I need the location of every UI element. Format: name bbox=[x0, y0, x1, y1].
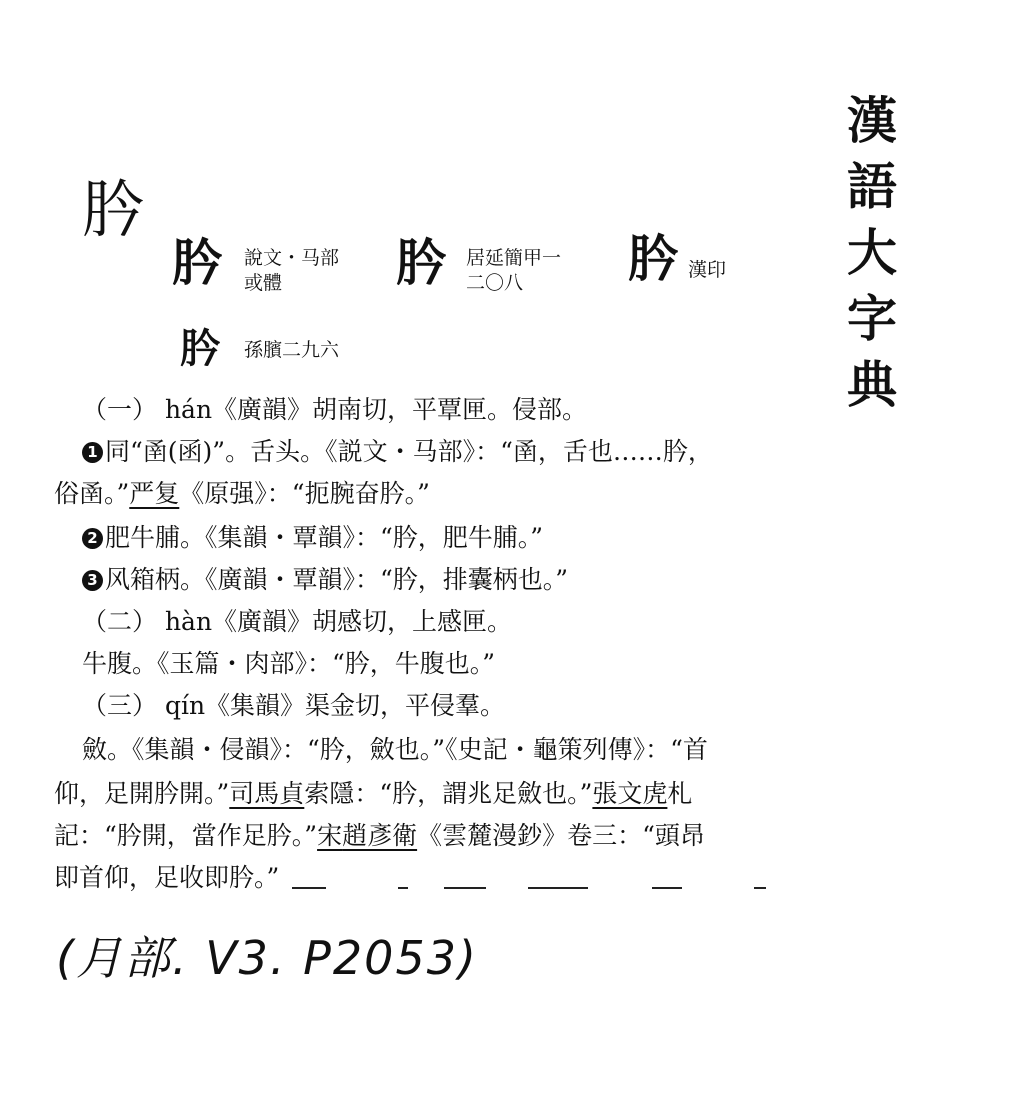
book-title-char: 大 bbox=[847, 223, 897, 282]
author-name: 严复 bbox=[129, 479, 180, 508]
book-title bbox=[836, 88, 908, 418]
scan-artifact bbox=[754, 887, 766, 889]
form-source: 說文・马部 bbox=[244, 247, 340, 269]
definition-text: 記：“肣開，當作足肣。” bbox=[54, 821, 318, 850]
book-title-char: 語 bbox=[847, 157, 897, 216]
scan-artifact bbox=[444, 887, 486, 889]
scan-artifact bbox=[652, 887, 682, 889]
definition-text: 索隱：“肣，謂兆足斂也。” bbox=[304, 779, 593, 808]
sense-1-def-3 bbox=[82, 560, 568, 596]
ancient-form-glyph: 肣 bbox=[396, 234, 446, 292]
book-title-char: 典 bbox=[847, 355, 897, 414]
ancient-form-label bbox=[688, 258, 726, 283]
definition-text: 风箱柄。《廣韻・覃韻》：“肣，排囊柄也。” bbox=[105, 565, 569, 594]
form-source: 二〇八 bbox=[466, 272, 524, 294]
sense-1-def-1-cont bbox=[54, 474, 430, 510]
ancient-form-label bbox=[466, 246, 561, 296]
definition-text: 俗圅。” bbox=[54, 479, 130, 508]
definition-text: 同“圅(函)”。舌头。《説文・马部》：“圅，舌也……肣， bbox=[105, 437, 713, 466]
form-source: 漢印 bbox=[688, 259, 727, 281]
definition-text: 《雲麓漫鈔》卷三：“頭昂 bbox=[417, 821, 705, 850]
handwritten-note: (月部. V3. P2053) bbox=[56, 931, 478, 985]
ancient-form-glyph: 肣 bbox=[172, 234, 222, 292]
scan-artifact bbox=[528, 887, 588, 889]
sense-1-def-2 bbox=[82, 518, 543, 554]
definition-text: 札 bbox=[667, 779, 693, 808]
sense-3-def-cont bbox=[54, 774, 692, 810]
definition-number: 3 bbox=[82, 570, 103, 591]
sense-3-heading: （三） qín《集韻》渠金切，平侵羣。 bbox=[82, 691, 506, 720]
form-source: 居延簡甲一 bbox=[466, 247, 562, 269]
definition-text: 肥牛脯。《集韻・覃韻》：“肣，肥牛脯。” bbox=[105, 523, 544, 552]
ancient-form-label bbox=[244, 246, 339, 296]
sense-1-def-1 bbox=[82, 432, 713, 468]
dynasty-name: 宋 bbox=[317, 821, 343, 850]
ancient-form-label bbox=[244, 338, 339, 363]
sense-2-heading: （二） hàn《廣韻》胡感切，上感匣。 bbox=[82, 607, 513, 636]
book-title-char: 漢 bbox=[847, 91, 897, 150]
author-name: 趙彥衛 bbox=[342, 821, 418, 850]
sense-3-def-cont: 即首仰，足收即肣。” bbox=[54, 863, 280, 892]
author-name: 張文虎 bbox=[592, 779, 668, 808]
sense-3-def-cont bbox=[54, 816, 705, 852]
sense-1-heading: （一） hán《廣韻》胡南切，平覃匣。侵部。 bbox=[82, 395, 588, 424]
ancient-form-glyph: 肣 bbox=[180, 326, 220, 372]
scan-artifact bbox=[398, 887, 408, 889]
ancient-form-glyph: 肣 bbox=[628, 230, 678, 288]
definition-text: 《原强》：“扼腕奋肣。” bbox=[179, 479, 430, 508]
author-name: 司馬貞 bbox=[229, 779, 305, 808]
book-title-char: 字 bbox=[847, 289, 897, 348]
scan-artifact bbox=[292, 887, 326, 889]
definition-number: 1 bbox=[82, 442, 103, 463]
definition-text: 仰，足開肣開。” bbox=[54, 779, 230, 808]
sense-2-def: 牛腹。《玉篇・肉部》：“肣，牛腹也。” bbox=[82, 649, 496, 678]
form-source: 或體 bbox=[244, 272, 283, 294]
definition-number: 2 bbox=[82, 528, 103, 549]
sense-3-def: 斂。《集韻・侵韻》：“肣，斂也。”《史記・龜策列傳》：“首 bbox=[82, 735, 708, 764]
head-character: 肣 bbox=[82, 173, 145, 246]
form-source: 孫臏二九六 bbox=[244, 339, 340, 361]
